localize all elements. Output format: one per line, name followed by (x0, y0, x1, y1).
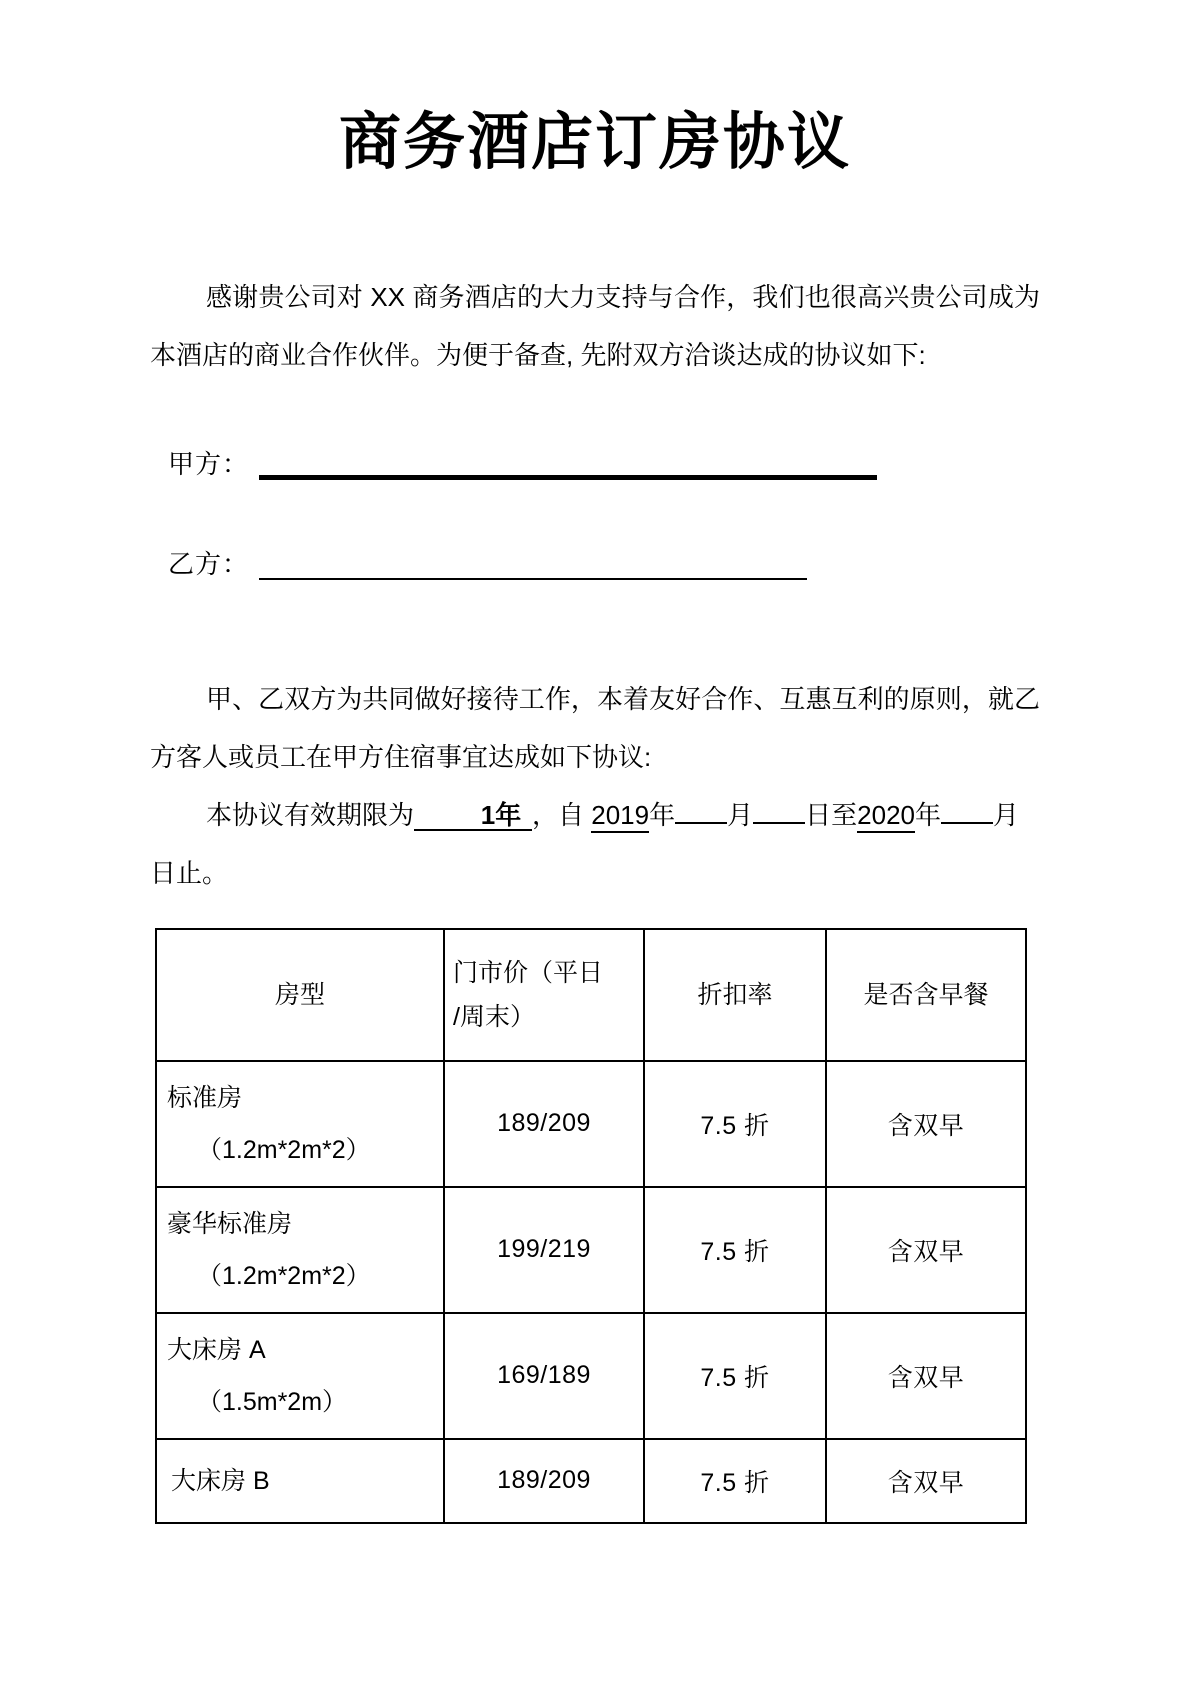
cell-discount: 7.5 折 (644, 1187, 826, 1313)
year-char-end: 年 (915, 799, 942, 830)
cell-room-type (156, 1439, 444, 1523)
room-name: 豪华标准房 (167, 1209, 293, 1238)
cell-breakfast: 含双早 (826, 1061, 1026, 1187)
validity-start-month-blank[interactable] (675, 822, 727, 824)
spacer (150, 584, 1040, 670)
cell-breakfast: 含双早 (826, 1313, 1026, 1439)
room-name: 标准房 (167, 1083, 243, 1112)
party-a-row (150, 444, 1040, 484)
page-title: 商务酒店订房协议 (338, 108, 851, 177)
cell-discount: 7.5 折 (644, 1439, 826, 1523)
cell-breakfast: 含双早 (826, 1187, 1026, 1313)
principle-paragraph: 甲、乙双方为共同做好接待工作，本着友好合作、互惠互利的原则，就乙方客人或员工在甲方住宿事宜达成如下协议: (150, 683, 1040, 772)
party-a-label: 甲方： (168, 448, 250, 479)
cell-price: 199/219 (444, 1187, 644, 1313)
room-size: （1.5m*2m） (197, 1387, 348, 1416)
table-row (156, 1187, 1026, 1313)
validity-prefix: 本协议有效期限为 (206, 799, 415, 830)
cell-discount: 7.5 折 (644, 1313, 826, 1439)
column-header-breakfast: 是否含早餐 (826, 929, 1026, 1061)
cell-price: 189/209 (444, 1439, 644, 1523)
validity-after-term: ，自 (532, 799, 585, 830)
intro-paragraph: 感谢贵公司对 XX 商务酒店的大力支持与合作，我们也很高兴贵公司成为本酒店的商业合作伙伴。为便于备查, 先附双方洽谈达成的协议如下: (150, 281, 1040, 370)
validity-period-line (150, 786, 1040, 844)
year-char-start: 年 (649, 799, 676, 830)
room-name: 大床房 B (171, 1466, 270, 1495)
cell-price: 189/209 (444, 1061, 644, 1187)
column-header-rack-rate (444, 929, 644, 1061)
cell-discount: 7.5 折 (644, 1061, 826, 1187)
cell-price: 169/189 (444, 1313, 644, 1439)
validity-end-month-blank[interactable] (941, 822, 993, 824)
to-char: 至 (831, 799, 858, 830)
spacer (150, 384, 1040, 444)
cell-breakfast: 含双早 (826, 1439, 1026, 1523)
validity-start-day-blank[interactable] (753, 822, 805, 824)
column-header-discount: 折扣率 (644, 929, 826, 1061)
table-row (156, 1439, 1026, 1523)
cell-room-type (156, 1187, 444, 1313)
cell-room-type (156, 1061, 444, 1187)
spacer (150, 484, 1040, 544)
rack-rate-line-2: /周末） (453, 1002, 535, 1031)
table-header-row (156, 929, 1026, 1061)
rack-rate-line-1: 门市价（平日 (453, 958, 604, 987)
spacer (150, 182, 1040, 268)
cell-room-type (156, 1313, 444, 1439)
day-char-start: 日 (805, 799, 832, 830)
month-char-start: 月 (727, 799, 754, 830)
validity-tail-line: 日止。 (150, 857, 229, 888)
column-header-room-type: 房型 (156, 929, 444, 1061)
month-char-end: 月 (993, 799, 1020, 830)
table-row (156, 1061, 1026, 1187)
party-b-label: 乙方： (168, 548, 250, 579)
party-b-row (150, 544, 1040, 584)
validity-start-year[interactable]: 2019 (591, 800, 649, 833)
validity-term-blank[interactable]: 1年 (414, 801, 532, 832)
room-rate-table (155, 928, 1027, 1524)
room-size: （1.2m*2m*2） (197, 1135, 371, 1164)
party-a-signature-line[interactable] (259, 475, 877, 480)
room-size: （1.2m*2m*2） (197, 1261, 371, 1290)
spacer (150, 902, 1040, 928)
table-row (156, 1313, 1026, 1439)
party-b-signature-line[interactable] (259, 578, 807, 580)
validity-end-year[interactable]: 2020 (857, 800, 915, 833)
room-name: 大床房 A (167, 1335, 266, 1364)
